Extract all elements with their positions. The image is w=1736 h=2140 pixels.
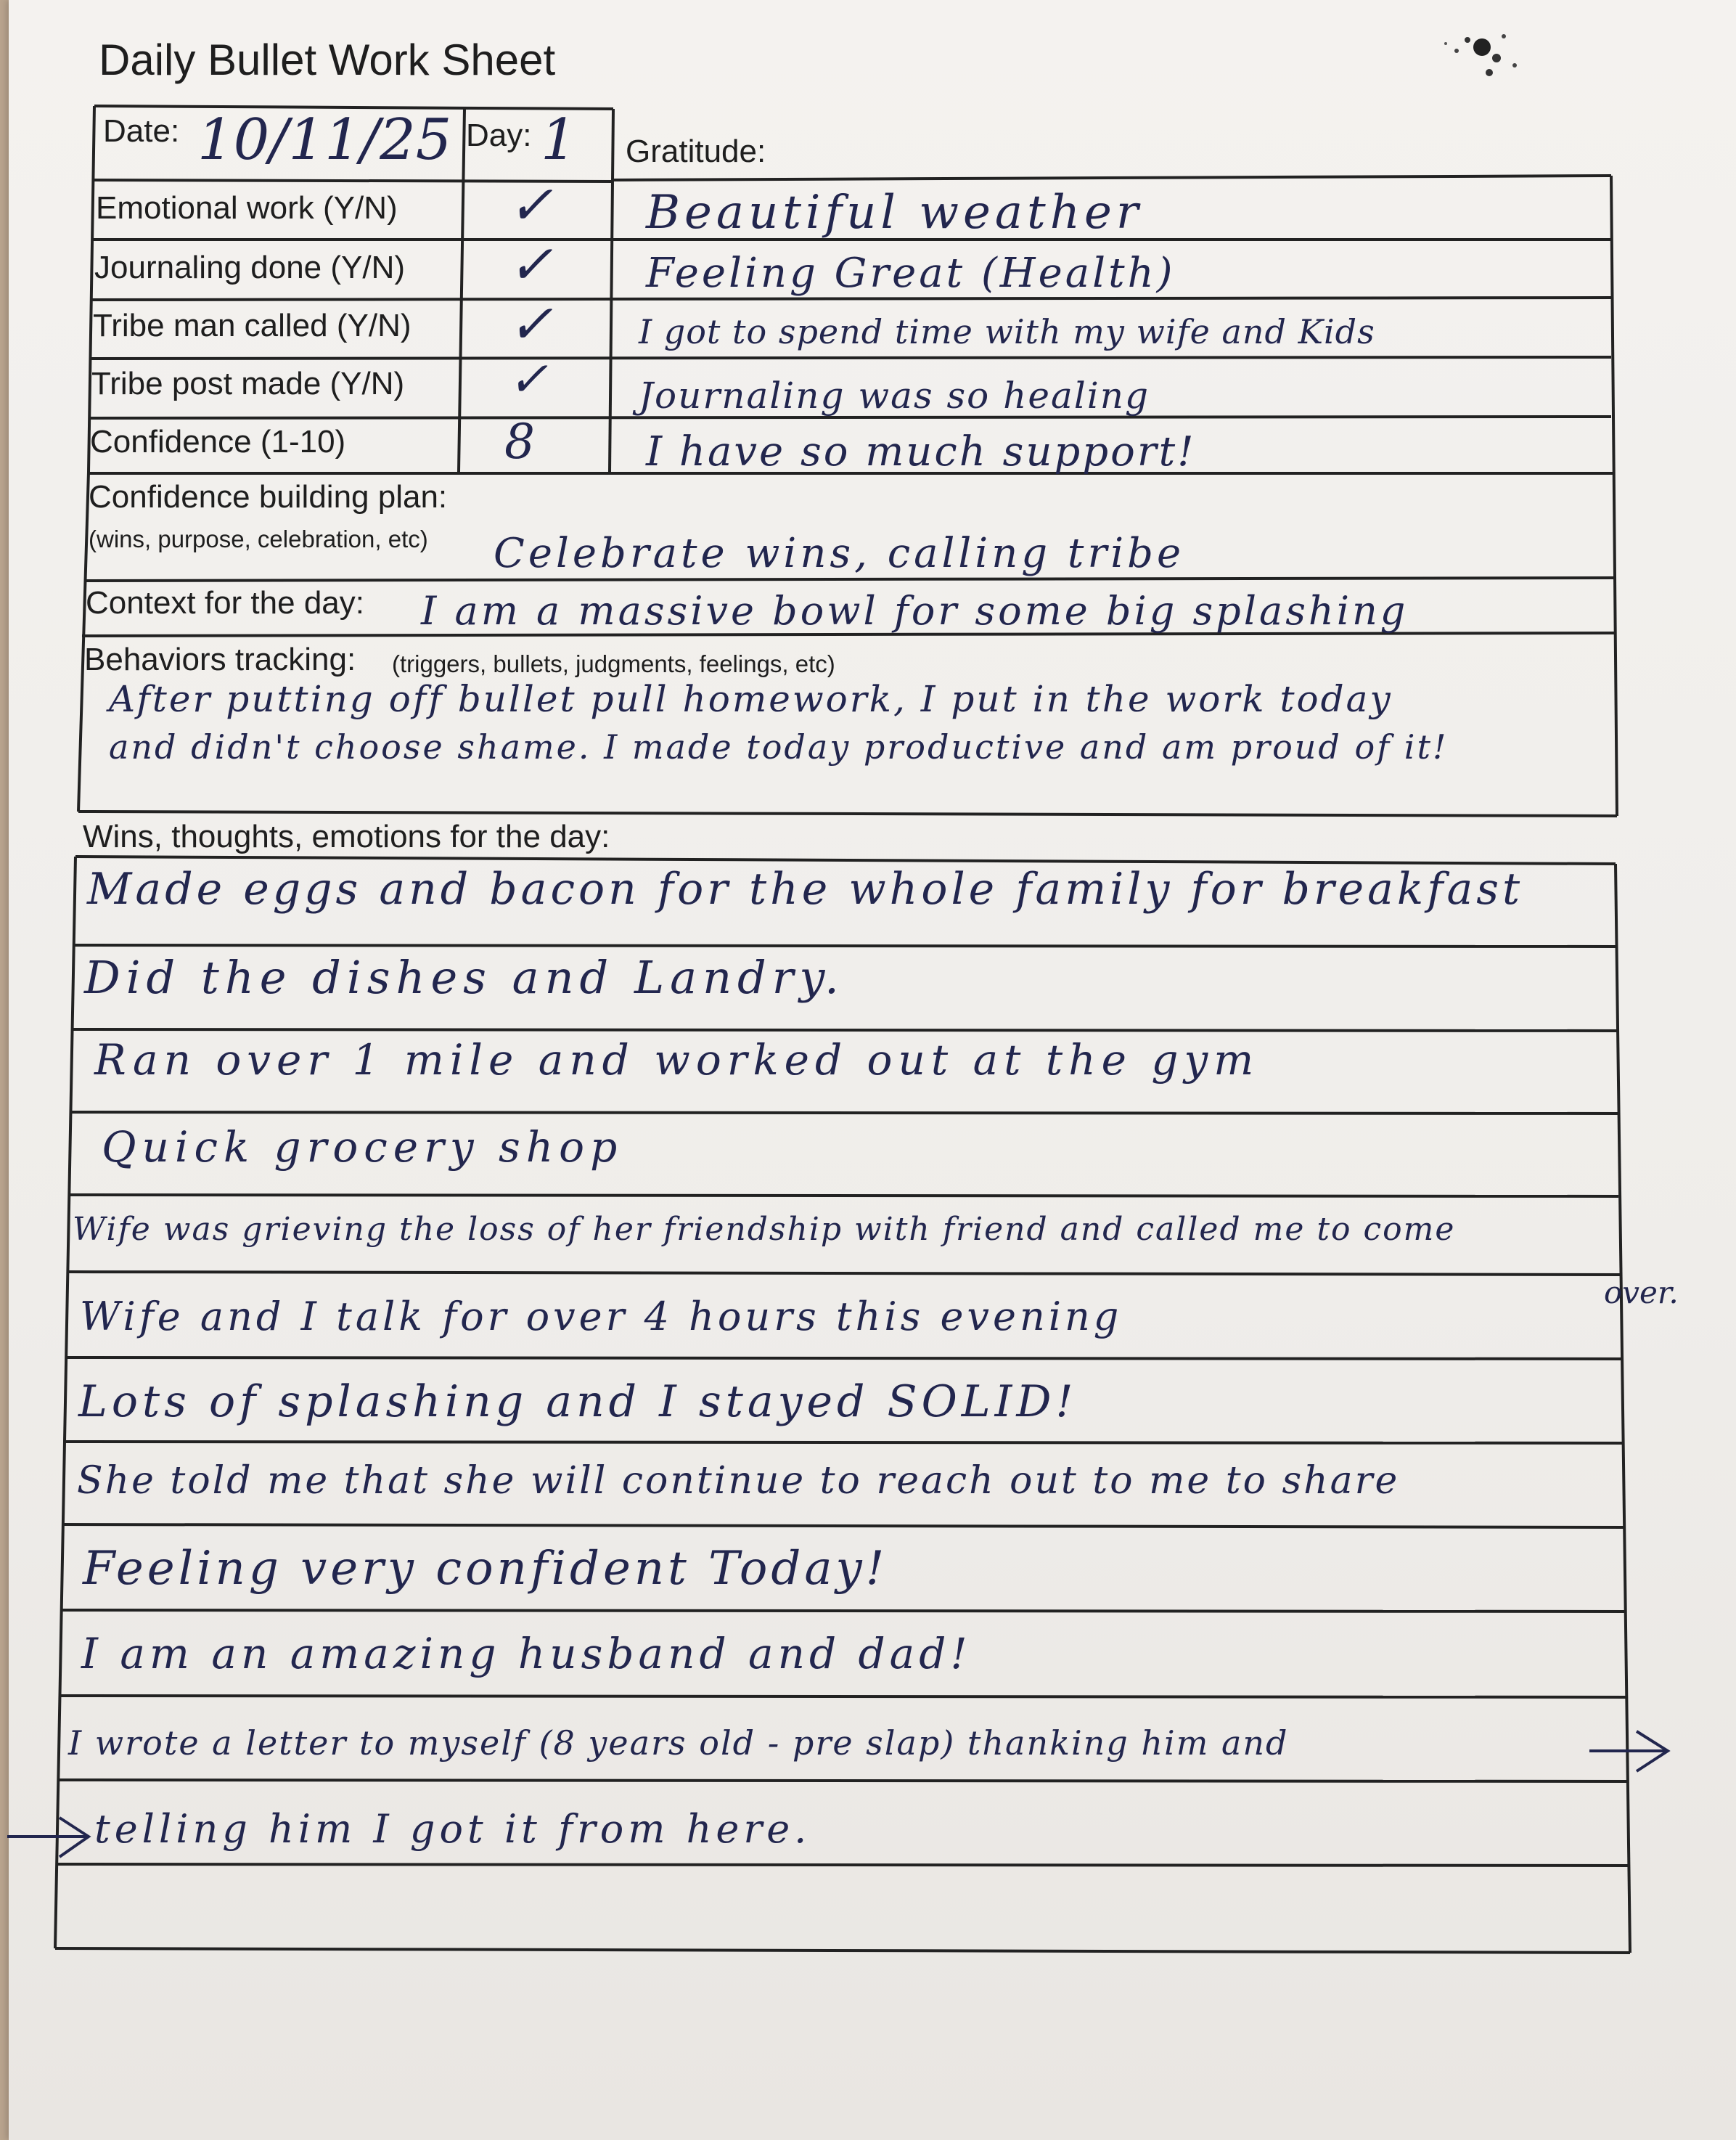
checklist-value-journaling: ✓ xyxy=(508,234,554,296)
gratitude-item: Journaling was so healing xyxy=(639,375,1150,417)
wins-item: I wrote a letter to myself (8 years old - pre slap) thanking him and xyxy=(68,1723,1289,1763)
behaviors-label: Behaviors tracking: xyxy=(84,642,356,677)
day-value: 1 xyxy=(541,107,577,173)
wins-item: She told me that she will continue to reach out to me to share xyxy=(77,1459,1400,1503)
wins-item: Ran over 1 mile and worked out at the gym xyxy=(94,1035,1260,1085)
gratitude-item: I have so much support! xyxy=(646,428,1196,475)
gratitude-item: Beautiful weather xyxy=(646,186,1143,240)
wins-item: Quick grocery shop xyxy=(102,1122,623,1172)
confidence-plan-label: Confidence building plan: xyxy=(89,479,448,515)
checklist-label-confidence: Confidence (1-10) xyxy=(90,424,346,460)
behaviors-line: and didn't choose shame. I made today productive and am proud of it! xyxy=(109,727,1449,767)
behaviors-hint: (triggers, bullets, judgments, feelings, etc) xyxy=(392,650,835,677)
worksheet-title: Daily Bullet Work Sheet xyxy=(99,36,556,84)
wins-item: Wife was grieving the loss of her friendship with friend and called me to come xyxy=(73,1211,1456,1248)
gratitude-item: I got to spend time with my wife and Kids xyxy=(639,312,1375,351)
checklist-value-tribe-post: ✓ xyxy=(508,351,549,407)
checklist-label-tribe-post: Tribe post made (Y/N) xyxy=(91,366,405,401)
wins-item: Lots of splashing and I stayed SOLID! xyxy=(78,1376,1078,1427)
date-value: 10/11/25 xyxy=(197,107,452,173)
wins-item: Did the dishes and Landry. xyxy=(84,951,845,1004)
checklist-label-emotional: Emotional work (Y/N) xyxy=(96,190,398,226)
checklist-value-confidence: 8 xyxy=(504,414,535,470)
wins-item: Made eggs and bacon for the whole family for breakfast xyxy=(87,864,1524,915)
behaviors-line: After putting off bullet pull homework, I put in the work today xyxy=(109,678,1393,720)
checklist-label-tribe-call: Tribe man called (Y/N) xyxy=(93,308,412,343)
checklist-value-emotional: ✓ xyxy=(508,174,554,237)
checklist-label-journaling: Journaling done (Y/N) xyxy=(94,250,406,285)
gratitude-item: Feeling Great (Health) xyxy=(646,250,1176,297)
confidence-plan-value: Celebrate wins, calling tribe xyxy=(494,530,1185,577)
wins-item: Feeling very confident Today! xyxy=(83,1542,888,1596)
wins-label: Wins, thoughts, emotions for the day: xyxy=(83,819,610,854)
confidence-plan-hint: (wins, purpose, celebration, etc) xyxy=(89,526,428,552)
context-value: I am a massive bowl for some big splashing xyxy=(421,588,1409,634)
date-label: Date: xyxy=(103,113,180,149)
wins-item: I am an amazing husband and dad! xyxy=(81,1629,972,1678)
wins-item: telling him I got it from here. xyxy=(94,1806,811,1852)
day-label: Day: xyxy=(466,118,532,153)
wins-item: Wife and I talk for over 4 hours this evening xyxy=(80,1294,1123,1339)
wins-overflow: over. xyxy=(1604,1275,1679,1310)
context-label: Context for the day: xyxy=(86,585,364,621)
gratitude-label: Gratitude: xyxy=(626,134,766,169)
arrow-continue-icon xyxy=(7,1818,89,1857)
checklist-value-tribe-call: ✓ xyxy=(508,293,554,356)
